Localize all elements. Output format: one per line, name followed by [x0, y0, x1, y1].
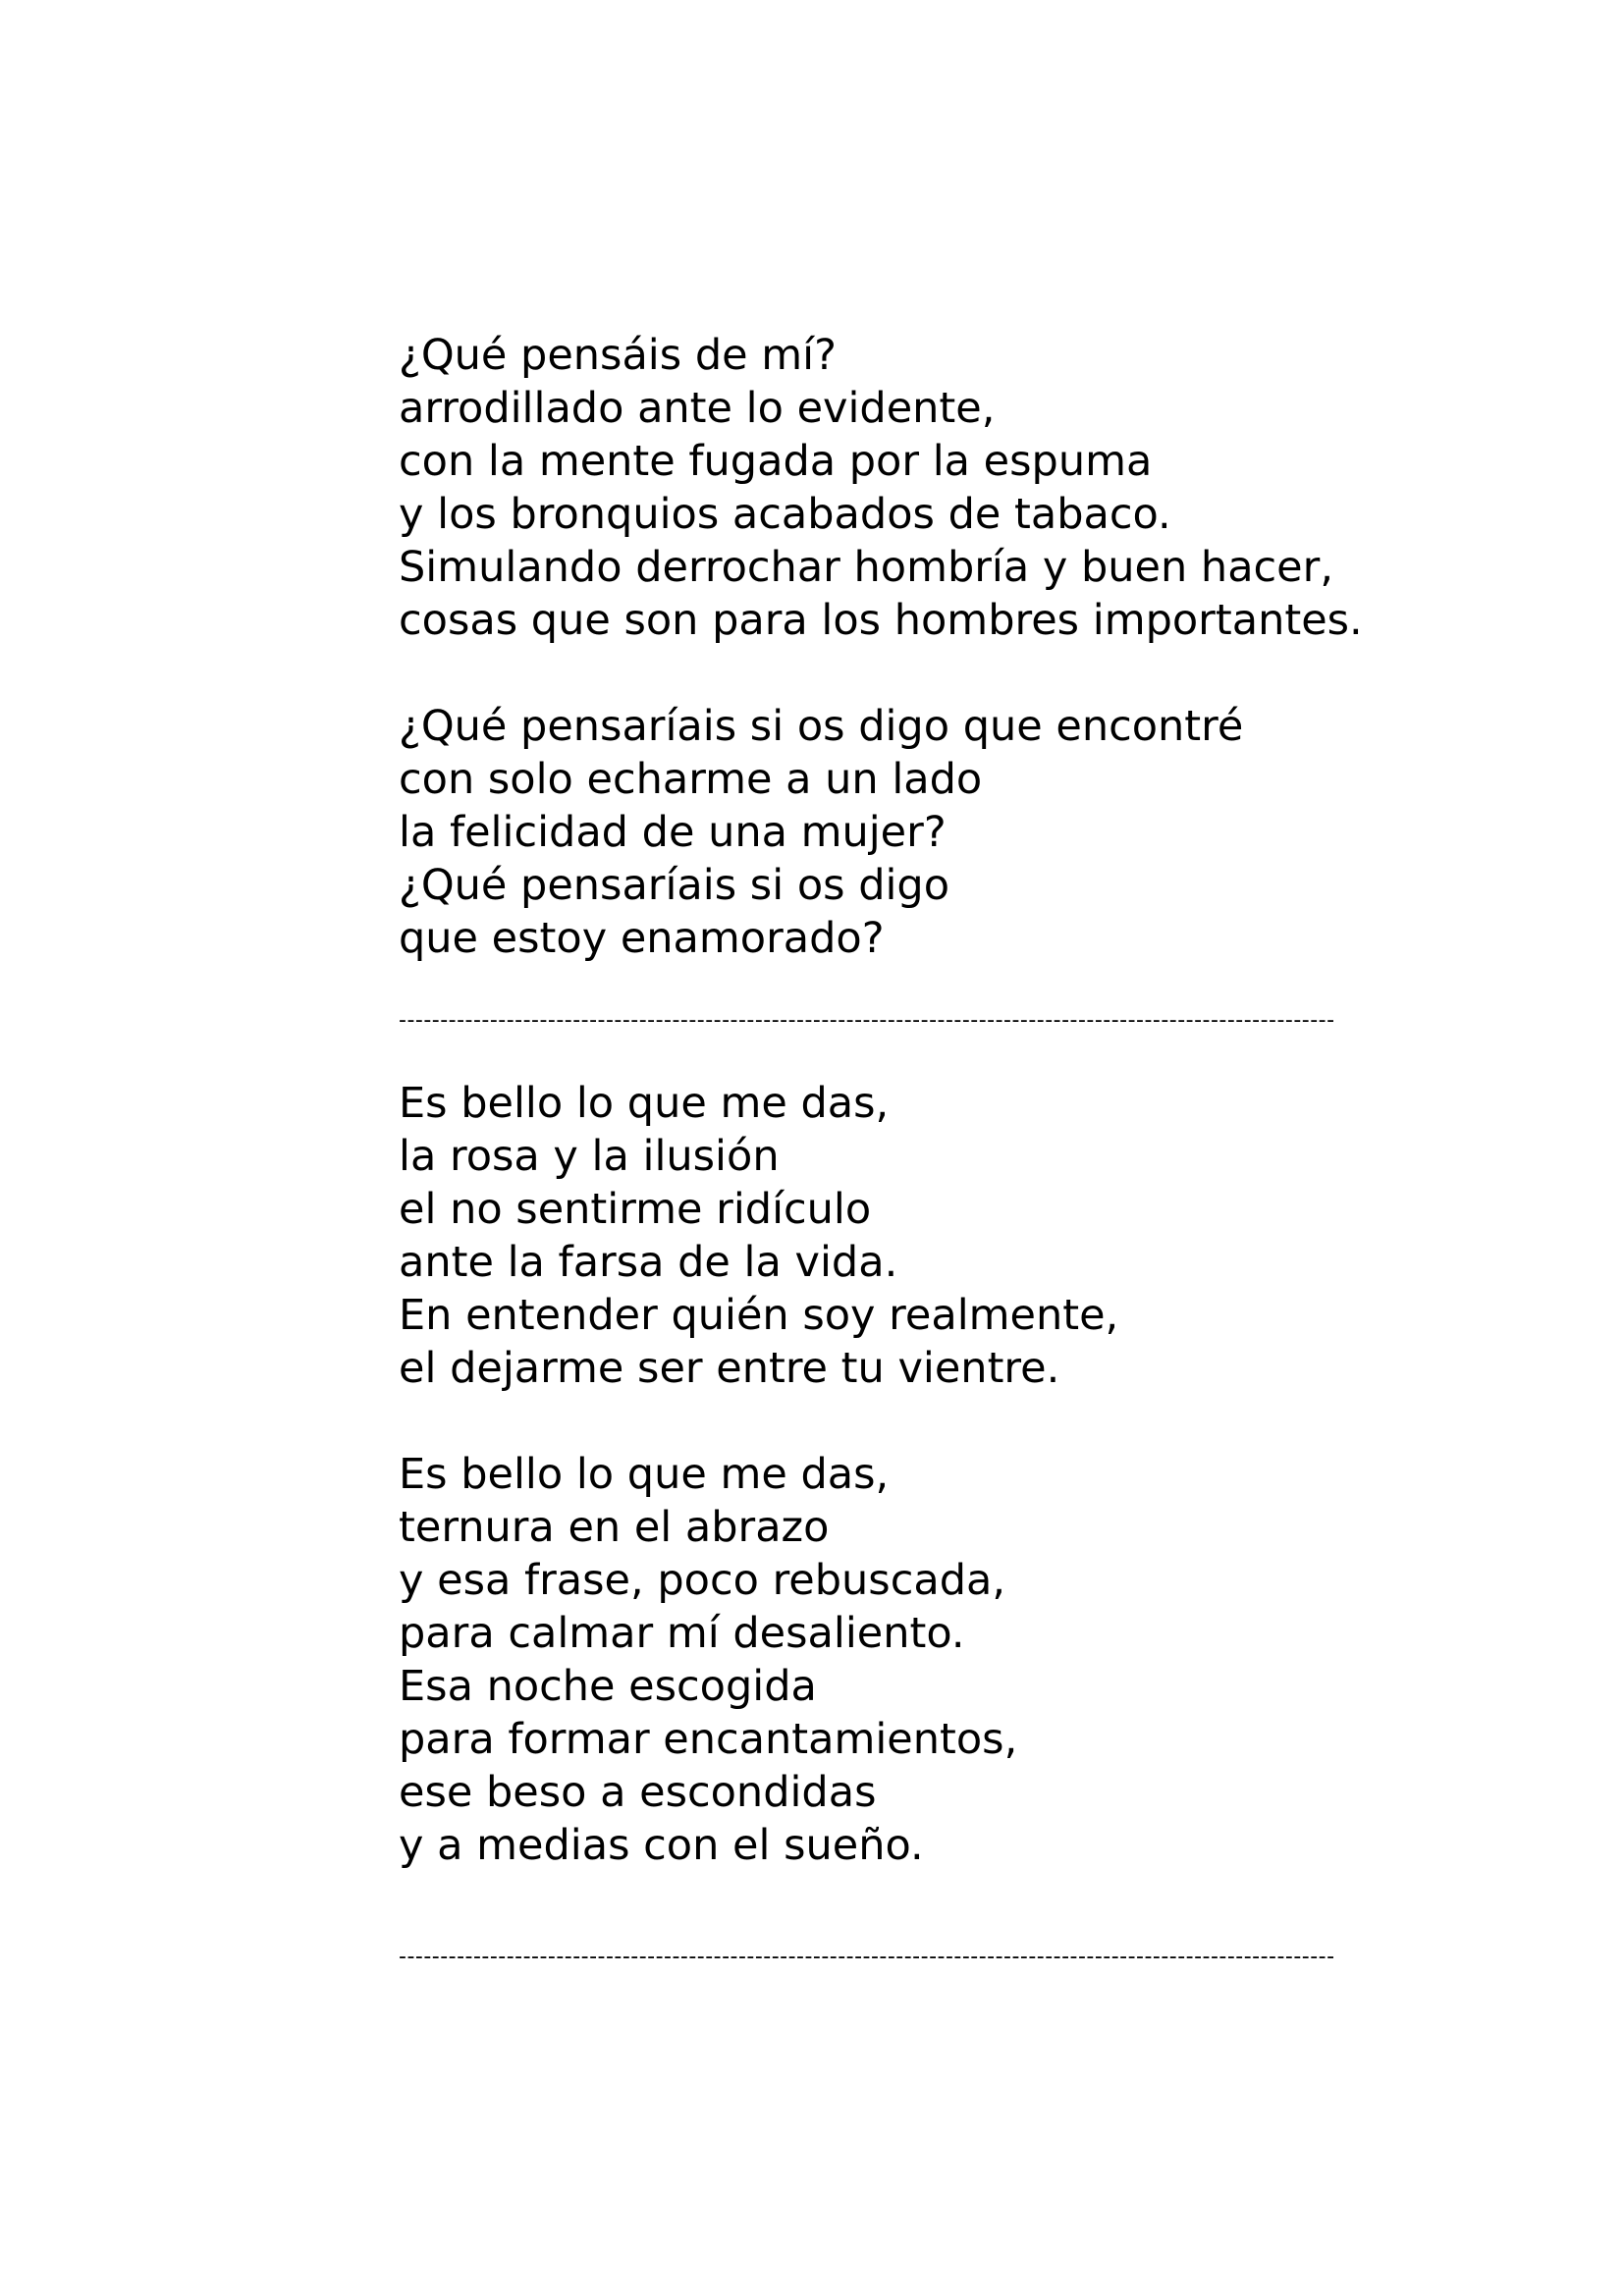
poem-line: con solo echarme a un lado — [399, 755, 983, 804]
poem-line: la felicidad de una mujer? — [399, 808, 947, 857]
poem-content — [399, 329, 1577, 1984]
poem-line: ¿Qué pensáis de mí? — [399, 331, 837, 380]
poem-line: Esa noche escogida — [399, 1662, 817, 1711]
poem1-stanza1 — [399, 329, 1577, 647]
poem-line: para formar encantamientos, — [399, 1715, 1018, 1764]
poem-line: ¿Qué pensaríais si os digo — [399, 861, 950, 910]
poem-line: que estoy enamorado? — [399, 914, 885, 963]
poem-line: y esa frase, poco rebuscada, — [399, 1556, 1006, 1605]
poem2-stanza1 — [399, 1077, 1577, 1395]
poem-line: cosas que son para los hombres importantes. — [399, 596, 1363, 645]
poem-line: con la mente fugada por la espuma — [399, 437, 1153, 486]
poem-line: ese beso a escondidas — [399, 1768, 877, 1817]
poem-line: ternura en el abrazo — [399, 1503, 830, 1552]
poem-line: Es bello lo que me das, — [399, 1450, 890, 1499]
dashed-separator: ----------------------------------------------------------------------------------------------------------------- — [399, 1945, 1335, 1969]
poem-line: el no sentirme ridículo — [399, 1185, 872, 1234]
poem-line: Es bello lo que me das, — [399, 1079, 890, 1128]
poem-line: Simulando derrochar hombría y buen hacer, — [399, 543, 1333, 592]
poem-line: arrodillado ante lo evidente, — [399, 384, 996, 433]
poem-line: En entender quién soy realmente, — [399, 1291, 1119, 1340]
poem-line: para calmar mí desaliento. — [399, 1609, 965, 1658]
poem-line: ante la farsa de la vida. — [399, 1238, 898, 1287]
poem-line: el dejarme ser entre tu vientre. — [399, 1344, 1060, 1393]
poem-line: y a medias con el sueño. — [399, 1821, 924, 1870]
poem-line: y los bronquios acabados de tabaco. — [399, 490, 1171, 539]
poem-line: ¿Qué pensaríais si os digo que encontré — [399, 702, 1244, 751]
poem-line: la rosa y la ilusión — [399, 1132, 780, 1181]
poem1-stanza2 — [399, 700, 1577, 965]
dashed-separator: ----------------------------------------------------------------------------------------------------------------- — [399, 1008, 1335, 1033]
poem2-stanza2 — [399, 1448, 1577, 1872]
